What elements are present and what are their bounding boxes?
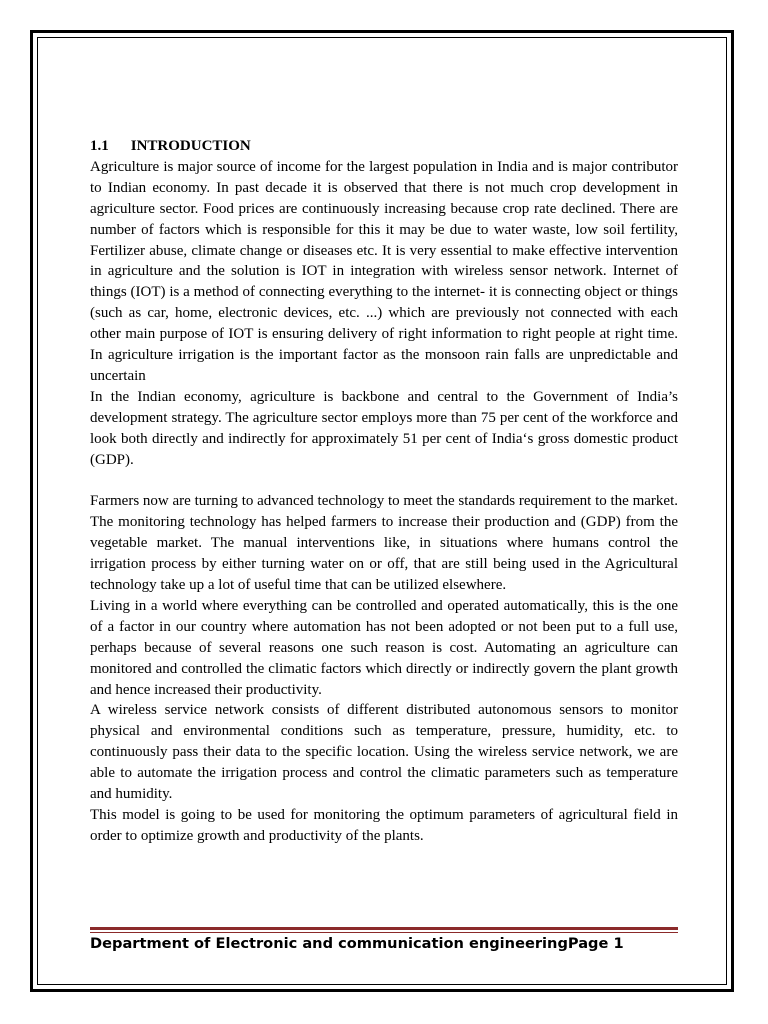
- paragraph-spacer: [90, 471, 678, 492]
- footer-rule: [90, 927, 678, 933]
- paragraph-6: This model is going to be used for monitoring the optimum parameters of agricultural field in order to optimize growth and productivity of the plants.: [90, 806, 678, 844]
- page-footer: Department of Electronic and communication engineeringPage 1: [90, 935, 624, 952]
- paragraph-2: In the Indian economy, agriculture is backbone and central to the Government of India’s development strategy. The agriculture sector employs more than 75 per cent of the workforce and look both directly and indirectly for approximately 51 per cent of India‘s gross domestic product (GDP).: [90, 388, 678, 468]
- footer-rule-thin: [90, 932, 678, 933]
- paragraph-4: Living in a world where everything can be controlled and operated automatically, this is the one of a factor in our country where automation has not been adopted or not been put to a full use, perhaps because of several reasons one such reason is cost. Automating an agriculture can monitored and controlled the climatic factors which directly or indirectly govern the plant growth and hence increased their productivity.: [90, 597, 678, 698]
- footer-rule-thick: [90, 927, 678, 930]
- page-content: [90, 136, 678, 847]
- section-number: 1.1: [90, 138, 109, 154]
- paragraph-3: Farmers now are turning to advanced technology to meet the standards requirement to the market. The monitoring technology has helped farmers to increase their production and (GDP) from the vegetable market. The manual interventions like, in situations where humans control the irrigation process by either turning water on or off, that are still being used in the Agricultural technology take up a lot of useful time that can be utilized elsewhere.: [90, 493, 678, 594]
- paragraph-5: A wireless service network consists of different distributed autonomous sensors to monitor physical and environmental conditions such as temperature, pressure, humidity, etc. to continuously pass their data to the specific location. Using the wireless service network, we are able to automate the irrigation process and control the climatic parameters such as temperature and humidity.: [90, 702, 678, 803]
- paragraph-1: Agriculture is major source of income for the largest population in India and is major contributor to Indian economy. In past decade it is observed that there is not much crop development in agriculture sector. Food prices are continuously increasing because crop rate declined. There are number of factors which is responsible for this it may be due to water waste, low soil fertility, Fertilizer abuse, climate change or diseases etc. It is very essential to make effective intervention in agriculture and the solution is IOT in integration with wireless sensor network. Internet of things (IOT) is a method of connecting everything to the internet- it is connecting object or things (such as car, home, electronic devices, etc. ...) which are previously not connected with each other main purpose of IOT is ensuring delivery of right information to right people at right time. In agriculture irrigation is the important factor as the monsoon rain falls are unpredictable and uncertain: [90, 158, 678, 384]
- section-heading: [90, 136, 678, 157]
- section-title: INTRODUCTION: [130, 138, 251, 154]
